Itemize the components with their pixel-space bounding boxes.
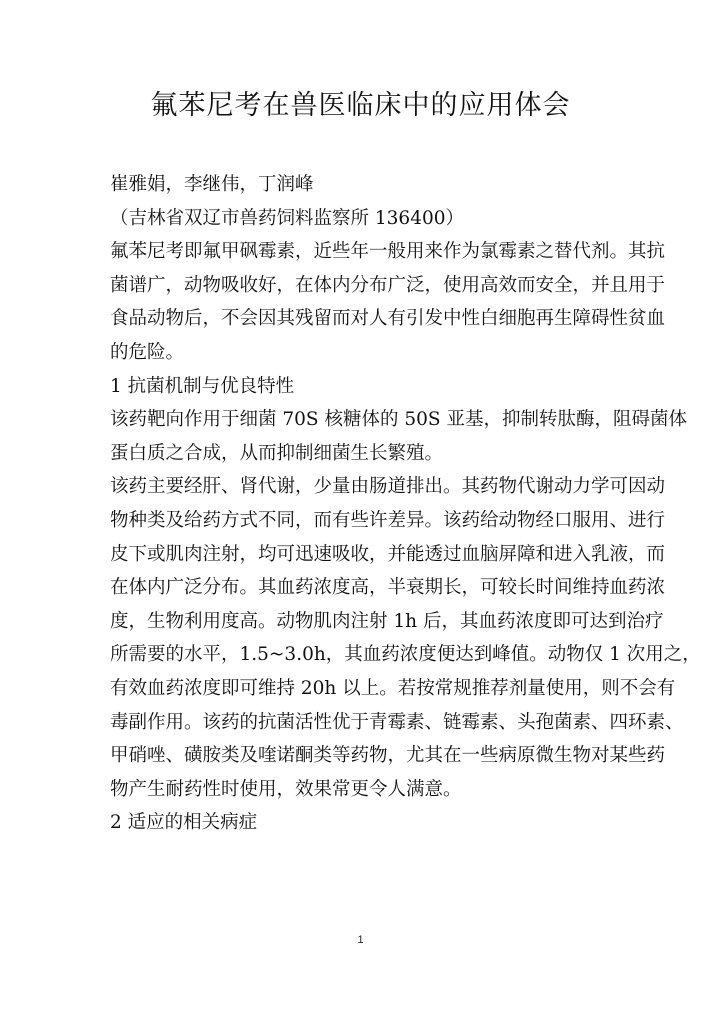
text-line: 甲硝唑、磺胺类及喹诺酮类等药物，尤其在一些病原微生物对某些药 — [110, 745, 666, 767]
text-line: 物产生耐药性时使用，效果常更令人满意。 — [110, 778, 462, 800]
paragraph-pharmacokinetics — [110, 470, 701, 806]
text-line: 所需要的水平，1.5~3.0h，其血药浓度便达到峰值。动物仅 1 次用之， — [110, 644, 701, 666]
text-line: 氟苯尼考即氟甲砜霉素，近些年一般用来作为氯霉素之替代剂。其抗 — [110, 241, 666, 263]
text-line: 食品动物后，不会因其残留而对人有引发中性白细胞再生障碍性贫血 — [110, 308, 666, 330]
text-line: 菌谱广，动物吸收好，在体内分布广泛，使用高效而安全，并且用于 — [110, 274, 666, 296]
affiliation-line: （吉林省双辽市兽药饲料监察所 136400） — [110, 207, 465, 229]
text-line: 毒副作用。该药的抗菌活性优于青霉素、链霉素、头孢菌素、四环素、 — [110, 711, 684, 733]
text-line: 该药靶向作用于细菌 70S 核糖体的 50S 亚基，抑制转肽酶，阻碍菌体 — [110, 409, 687, 431]
text-line: 该药主要经肝、肾代谢，少量由肠道排出。其药物代谢动力学可因动 — [110, 476, 666, 498]
text-line: 度，生物利用度高。动物肌肉注射 1h 后，其血药浓度即可达到治疗 — [110, 610, 664, 632]
author-line: 崔雅娟，李继伟，丁润峰 — [110, 174, 314, 195]
text-line: 蛋白质之合成，从而抑制细菌生长繁殖。 — [110, 442, 444, 464]
section-heading-1: 1 抗菌机制与优良特性 — [110, 375, 295, 397]
text-line: 在体内广泛分布。其血药浓度高，半衰期长，可较长时间维持血药浓 — [110, 577, 666, 599]
document-body — [110, 168, 701, 840]
text-line: 物种类及给药方式不同，而有些许差异。该药给动物经口服用、进行 — [110, 509, 666, 531]
section-heading-2: 2 适应的相关病症 — [110, 812, 258, 834]
text-line: 的危险。 — [110, 341, 185, 363]
text-line: 有效血药浓度即可维持 20h 以上。若按常规推荐剂量使用，则不会有 — [110, 677, 676, 699]
page-number: 1 — [357, 934, 364, 946]
paragraph-mechanism — [110, 403, 687, 470]
document-title: 氟苯尼考在兽医临床中的应用体会 — [150, 90, 571, 121]
text-line: 皮下或肌肉注射，均可迅速吸收，并能透过血脑屏障和进入乳液，而 — [110, 543, 666, 565]
paragraph-intro — [110, 235, 666, 369]
